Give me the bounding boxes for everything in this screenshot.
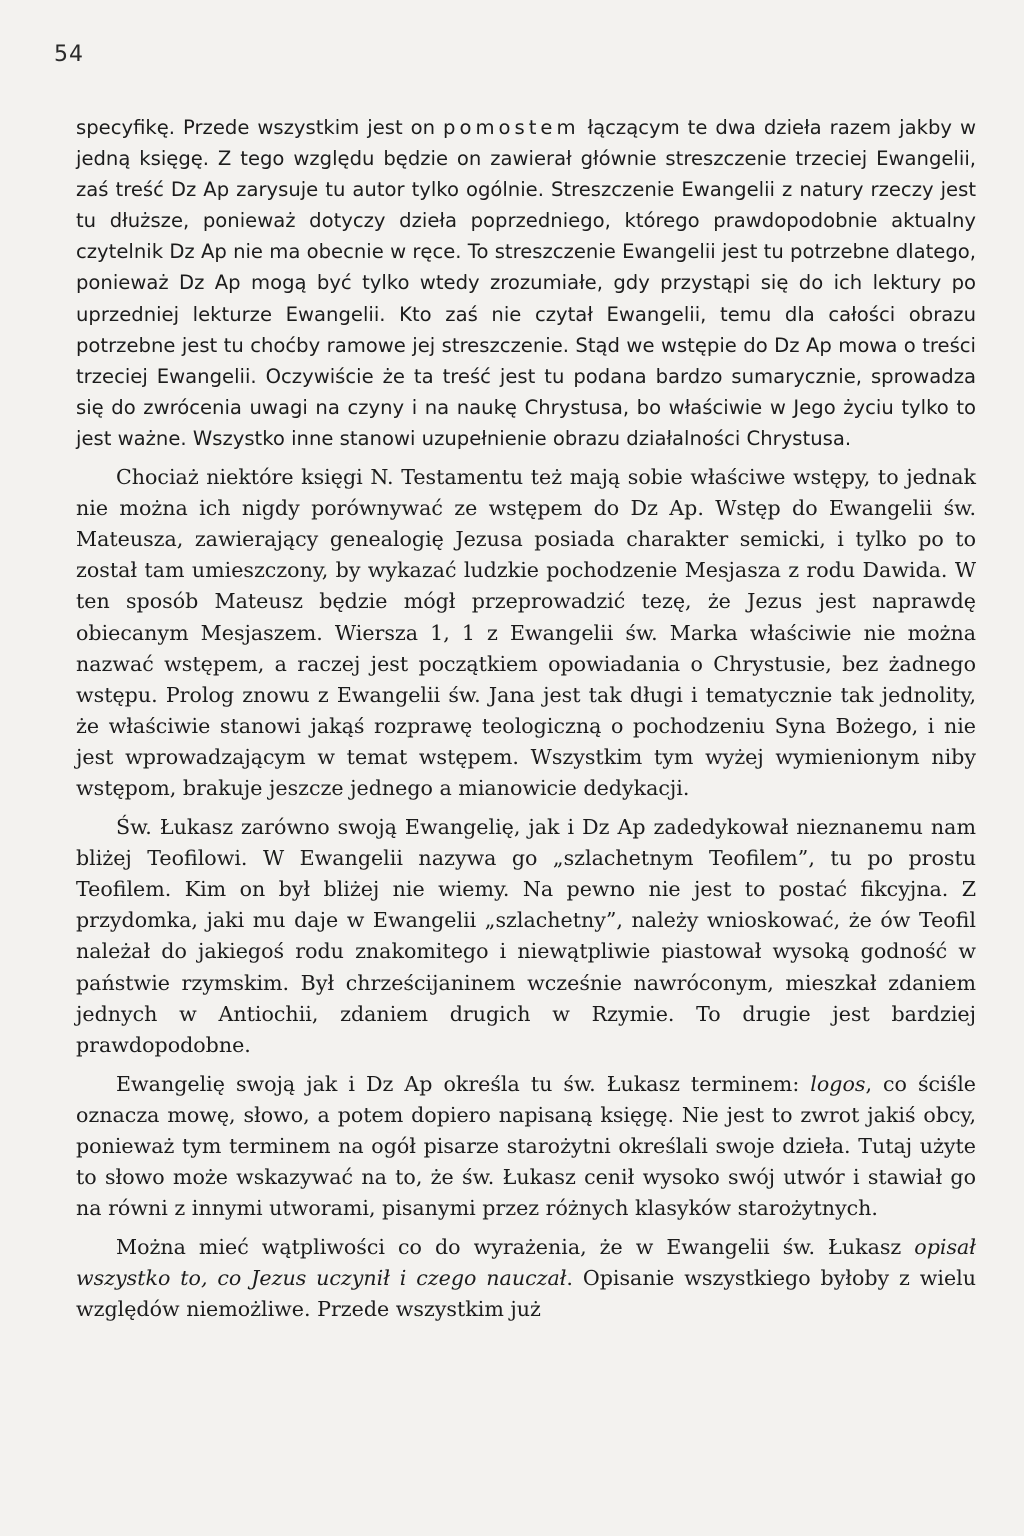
paragraph-1-text-a: specyfikę. Przede wszystkim jest on: [76, 116, 444, 139]
paragraph-5-text-b: . Opisanie wszystkiego byłoby z wielu względów niemożliwe. Przede wszystkim już: [76, 1266, 976, 1322]
paragraph-5-text-a: Można mieć wątpliwości co do wyrażenia, że w Ewangelii św. Łukasz: [116, 1235, 915, 1260]
paragraph-1: [76, 112, 976, 454]
paragraph-2: Chociaż niektóre księgi N. Testamentu też mają sobie właściwe wstępy, to jednak nie można ich nigdy porównywać ze wstępem do Dz Ap. Wstęp do Ewangelii św. Mateusza, zawierający genealogię Jezusa posiada charakter semicki, i tylko po to został tam umieszczony, by wykazać ludzkie pochodzenie Mesjasza z rodu Dawida. W ten sposób Mateusz będzie mógł przeprowadzić tezę, że Jezus jest naprawdę obiecanym Mesjaszem. Wiersza 1, 1 z Ewangelii św. Marka właściwie nie można nazwać wstępem, a raczej jest początkiem opowiadania o Chrystusie, bez żadnego wstępu. Prolog znowu z Ewangelii św. Jana jest tak długi i tematycznie tak jednolity, że właściwie stanowi jakąś rozprawę teologiczną o pochodzeniu Syna Bożego, i nie jest wprowadzającym w temat wstępem. Wszystkim tym wyżej wymienionym niby wstępom, brakuje jeszcze jednego a mianowicie dedykacji.: [76, 465, 976, 800]
page-number: 54: [54, 42, 84, 67]
emphasis-pomostem: pomostem: [443, 116, 580, 139]
paragraph-4-text-b: , co ściśle oznacza mowę, słowo, a potem dopiero napisaną księgę. Nie jest to zwrot jakiś obcy, ponieważ tym terminem na ogół pisarze starożytni określali swoje dzieła. Tutaj użyte to słowo może wskazywać na to, że św. Łukasz cenił wysoko swój utwór i stawiał go na równi z innymi utworami, pisanymi przez różnych klasyków starożytnych.: [76, 1071, 976, 1221]
term-logos: logos: [810, 1071, 866, 1096]
quote-opisal-wszystko: opisał wszystko to, co Jezus uczynił i czego nauczał: [76, 1235, 976, 1291]
paragraph-1-text-b: łączącym te dwa dzieła razem jakby w jedną księgę. Z tego względu będzie on zawierał głównie streszczenie trzeciej Ewangelii, zaś treść Dz Ap zarysuje tu autor tylko ogólnie. Streszczenie Ewangelii z natury rzeczy jest tu dłuższe, ponieważ dotyczy dzieła poprzedniego, którego prawdopodobnie aktualny czytelnik Dz Ap nie ma obecnie w ręce. To streszczenie Ewangelii jest tu potrzebne dlatego, ponieważ Dz Ap mogą być tylko wtedy zrozumiałe, gdy przystąpi się do ich lektury po uprzedniej lekturze Ewangelii. Kto zaś nie czytał Ewangelii, temu dla całości obrazu potrzebne jest tu choćby ramowe jej streszczenie. Stąd we wstępie do Dz Ap mowa o treści trzeciej Ewangelii. Oczywiście że ta treść jest tu podana bardzo sumarycznie, sprowadza się do zwrócenia uwagi na czyny i na naukę Chrystusa, bo właściwie w Jego życiu tylko to jest ważne. Wszystko inne stanowi uzupełnienie obrazu działalności Chrystusa.: [76, 116, 976, 450]
text-body: [76, 112, 976, 1334]
paragraph-3: Św. Łukasz zarówno swoją Ewangelię, jak i Dz Ap zadedykował nieznanemu nam bliżej Teofilowi. W Ewangelii nazywa go „szlachetnym Teofilem”, tu po prostu Teofilem. Kim on był bliżej nie wiemy. Na pewno nie jest to postać fikcyjna. Z przydomka, jaki mu daje w Ewangelii „szlachetny”, należy wnioskować, że ów Teofil należał do jakiegoś rodu znakomitego i niewątpliwie piastował wysoką godność w państwie rzymskim. Był chrześcijaninem wcześnie nawróconym, mieszkał zdaniem jednych w Antiochii, zdaniem drugich w Rzymie. To drugie jest bardziej prawdopodobne.: [76, 815, 976, 1057]
paragraph-4-text-a: Ewangelię swoją jak i Dz Ap określa tu św. Łukasz terminem:: [116, 1071, 811, 1096]
paragraph-4: [76, 1069, 976, 1224]
paragraph-5: [76, 1232, 976, 1325]
